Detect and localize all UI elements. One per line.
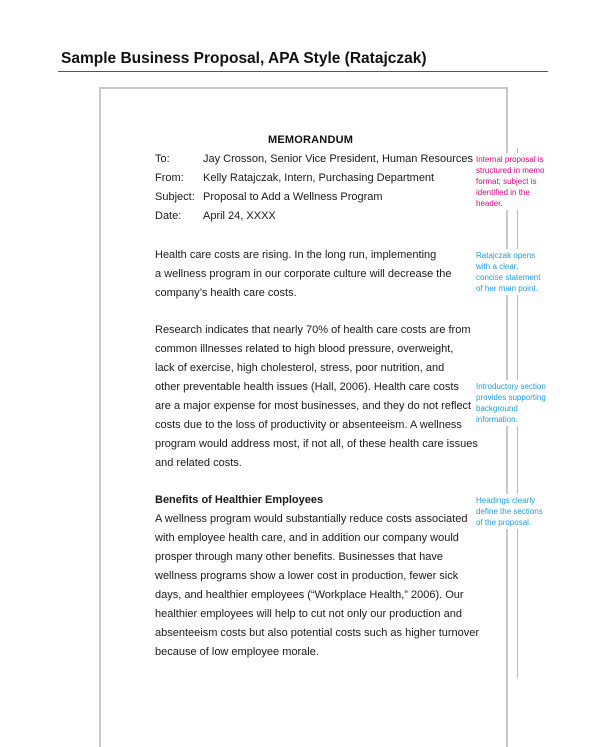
paragraph3-line: wellness programs show a lower cost in production, fewer sick bbox=[155, 570, 459, 582]
annotation-headings bbox=[476, 494, 546, 529]
paragraph3-line: A wellness program would substantially reduce costs associated bbox=[155, 513, 468, 525]
annotation-line: with a clear, bbox=[476, 262, 519, 271]
paragraph1-line: a wellness program in our corporate culture will decrease the bbox=[155, 268, 452, 280]
annotation-background bbox=[476, 380, 546, 426]
paragraph2-line: common illnesses related to high blood pressure, overweight, bbox=[155, 343, 454, 355]
subject-label: Subject: bbox=[155, 191, 195, 203]
paragraph1-line: company’s health care costs. bbox=[155, 287, 297, 299]
annotation-line: structured in memo bbox=[476, 166, 545, 175]
paragraph3-line: with employee health care, and in addition our company would bbox=[155, 532, 459, 544]
annotation-memo-format bbox=[476, 153, 546, 210]
paragraph1-line: Health care costs are rising. In the long run, implementing bbox=[155, 249, 437, 261]
annotation-line: format; subject is bbox=[476, 177, 537, 186]
annotation-main-point bbox=[476, 249, 546, 295]
paragraph2-line: lack of exercise, high cholesterol, stress, poor nutrition, and bbox=[155, 362, 445, 374]
to-label: To: bbox=[155, 153, 170, 165]
annotation-line: header. bbox=[476, 199, 503, 208]
paragraph3-line: healthier employees will help to cut not only our production and bbox=[155, 608, 462, 620]
memo-heading: MEMORANDUM bbox=[268, 134, 354, 146]
annotation-line: information. bbox=[476, 415, 518, 424]
paragraph2-line: Research indicates that nearly 70% of health care costs are from bbox=[155, 324, 471, 336]
annotation-line: Introductory section bbox=[476, 382, 546, 391]
date-label: Date: bbox=[155, 210, 182, 222]
section-heading: Benefits of Healthier Employees bbox=[155, 494, 324, 506]
to-value: Jay Crosson, Senior Vice President, Human Resources bbox=[203, 153, 474, 165]
from-value: Kelly Ratajczak, Intern, Purchasing Department bbox=[203, 172, 435, 184]
paragraph2-line: costs due to the loss of productivity or absenteeism. A wellness bbox=[155, 419, 462, 431]
annotation-line: provides supporting bbox=[476, 393, 546, 402]
paragraph2-line: program would address most, if not all, of these health care issues bbox=[155, 438, 478, 450]
annotation-line: identified in the bbox=[476, 188, 530, 197]
annotation-line: Headings clearly bbox=[476, 496, 536, 505]
annotation-line: define the sections bbox=[476, 507, 543, 516]
date-value: April 24, XXXX bbox=[203, 210, 276, 222]
paragraph3-line: days, and healthier employees (“Workplace Health,” 2006). Our bbox=[155, 589, 464, 601]
paragraph3-line: absenteeism costs but also potential costs such as higher turnover bbox=[155, 627, 480, 639]
paragraph3-line: because of low employee morale. bbox=[155, 646, 319, 658]
paragraph2-line: and related costs. bbox=[155, 457, 242, 469]
paragraph3-line: prosper through many other benefits. Businesses that have bbox=[155, 551, 444, 563]
annotation-line: Ratajczak opens bbox=[476, 251, 536, 260]
annotation-line: concise statement bbox=[476, 273, 541, 282]
annotation-line: of the proposal. bbox=[476, 518, 532, 527]
annotation-line: Internal proposal is bbox=[476, 155, 544, 164]
annotation-line: of her main point. bbox=[476, 284, 538, 293]
subject-value: Proposal to Add a Wellness Program bbox=[203, 191, 383, 203]
paragraph2-line: are a major expense for most businesses, and they do not reflect bbox=[155, 400, 472, 412]
annotation-line: background bbox=[476, 404, 518, 413]
paragraph2-line: other preventable health issues (Hall, 2006). Health care costs bbox=[155, 381, 459, 393]
from-label: From: bbox=[155, 172, 184, 184]
page-title: Sample Business Proposal, APA Style (Ratajczak) bbox=[61, 50, 427, 67]
title-rule bbox=[58, 71, 548, 72]
